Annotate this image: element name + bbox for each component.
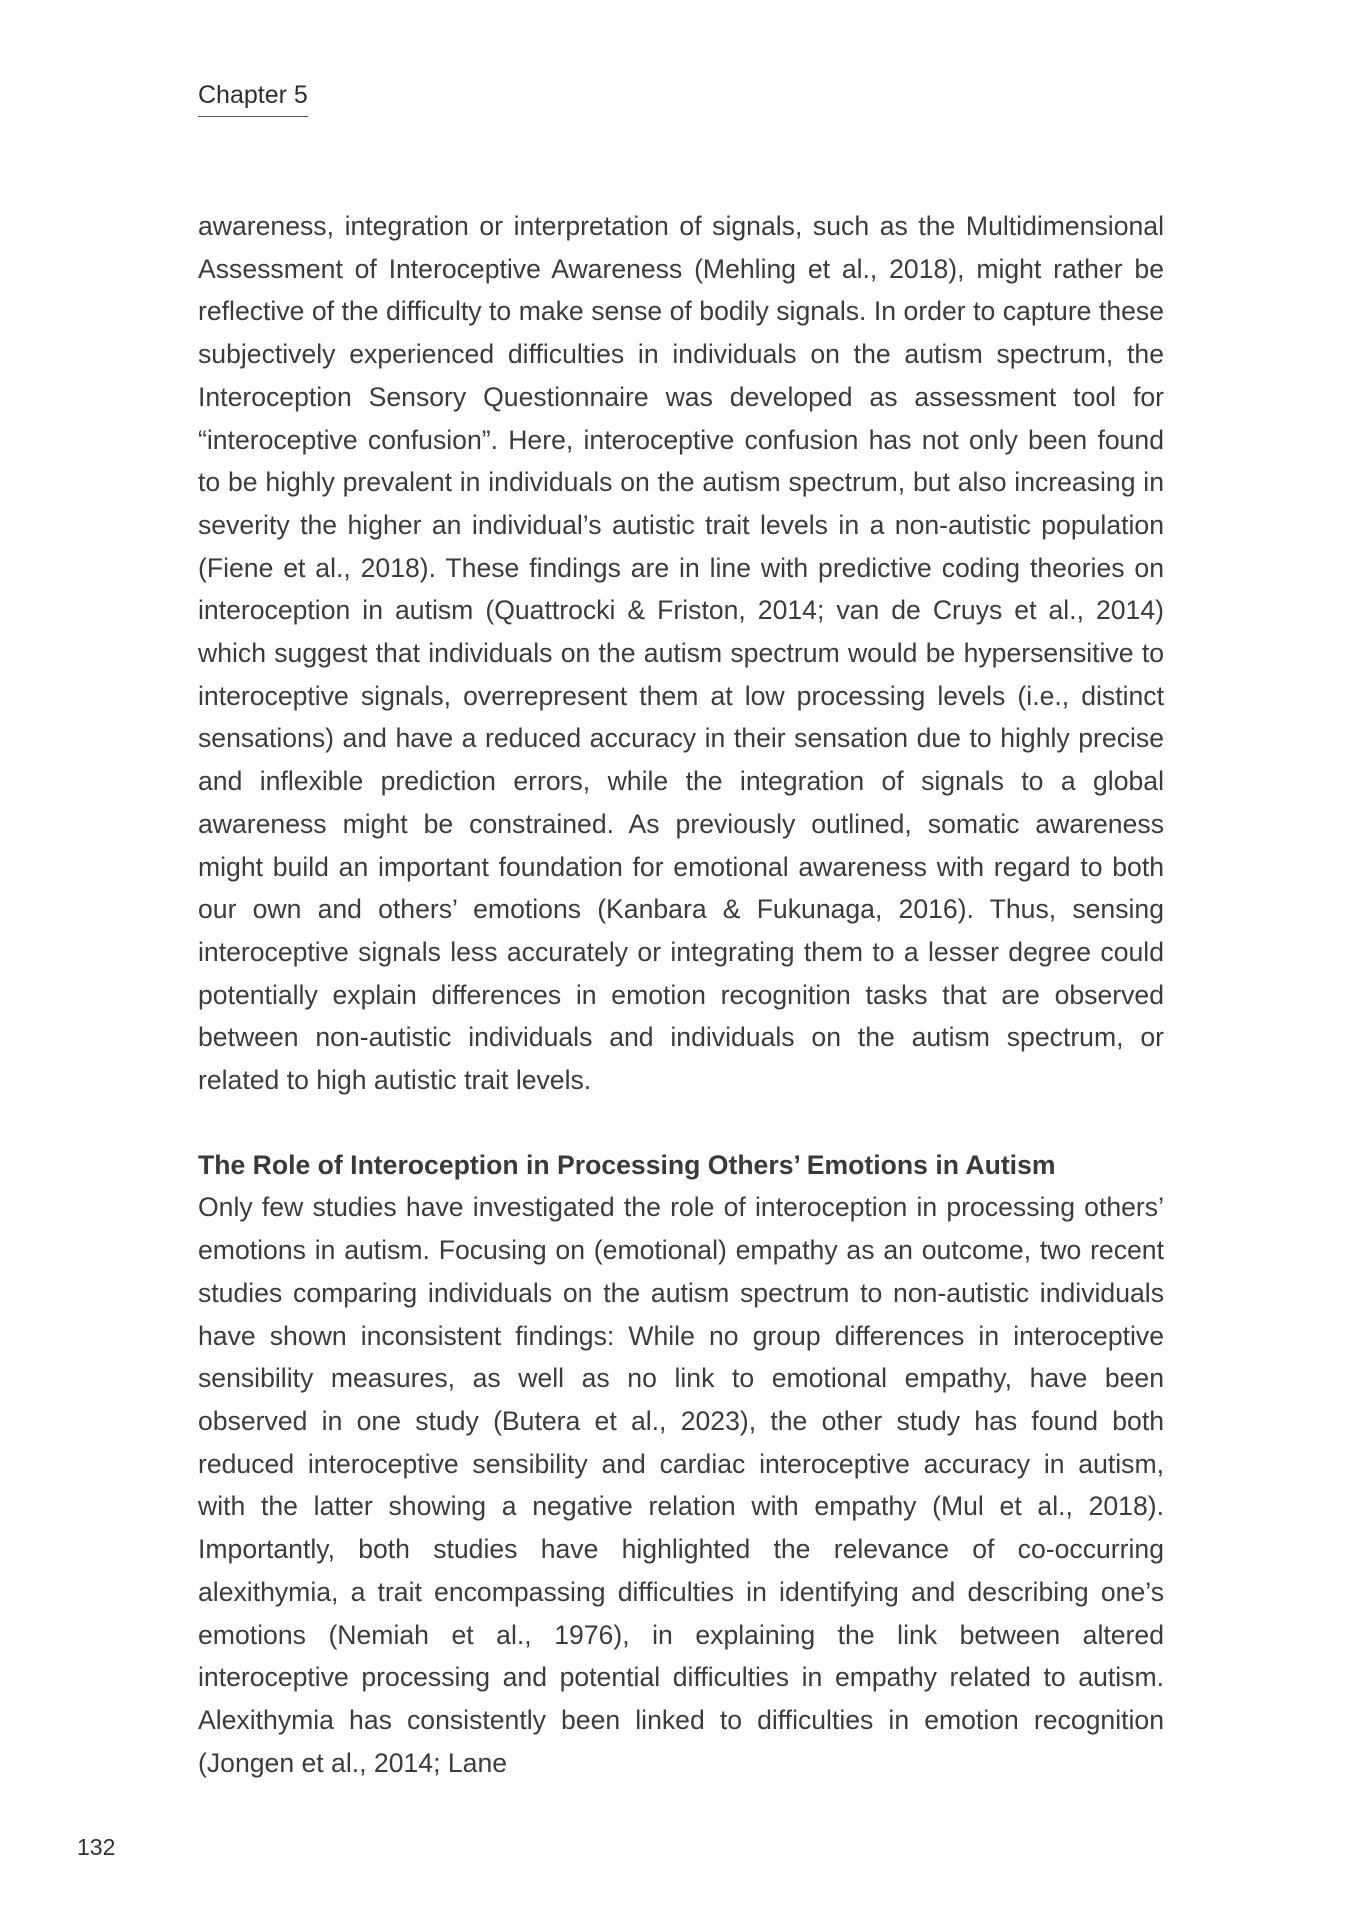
paragraph-gap (198, 1102, 1164, 1144)
section-heading: The Role of Interoception in Processing Others’ Emotions in Autism (198, 1149, 1056, 1180)
page-number: 132 (77, 1834, 116, 1860)
body-text (198, 205, 1164, 1784)
running-head: Chapter 5 (198, 80, 308, 117)
paragraph-processing-others-emotions: Only few studies have investigated the role of interoception in processing others’ emotions in autism. Focusing on (emotional) empathy as an outcome, two recent studies comparing individuals on the autism spectrum to non-autistic individuals have shown inconsistent findings: While no group differences in interoceptive sensibility measures, as well as no link to emotional empathy, have been observed in one study (Butera et al., 2023), the other study has found both reduced interoceptive sensibility and cardiac interoceptive accuracy in autism, with the latter showing a negative relation with empathy (Mul et al., 2018). Importantly, both studies have highlighted the relevance of co-occurring alexithymia, a trait encompassing difficulties in identifying and describing one’s emotions (Nemiah et al., 1976), in explaining the link between altered interoceptive processing and potential difficulties in empathy related to autism. Alexithymia has consistently been linked to difficulties in emotion recognition (Jongen et al., 2014; Lane (198, 1192, 1164, 1778)
paragraph-interoceptive-confusion: awareness, integration or interpretation of signals, such as the Multidimensional Assessment of Interoceptive Awareness (Mehling et al., 2018), might rather be reflective of the difficulty to make sense of bodily signals. In order to capture these subjectively experienced difficulties in individuals on the autism spectrum, the Interoception Sensory Questionnaire was developed as assessment tool for “interoceptive confusion”. Here, interoceptive confusion has not only been found to be highly prevalent in individuals on the autism spectrum, but also increasing in severity the higher an individual’s autistic trait levels in a non-autistic population (Fiene et al., 2018). These findings are in line with predictive coding theories on interoception in autism (Quattrocki & Friston, 2014; van de Cruys et al., 2014) which suggest that individuals on the autism spectrum would be hypersensitive to interoceptive signals, overrepresent them at low processing levels (i.e., distinct sensations) and have a reduced accuracy in their sensation due to highly precise and inflexible prediction errors, while the integration of signals to a global awareness might be constrained. As previously outlined, somatic awareness might build an important foundation for emotional awareness with regard to both our own and others’ emotions (Kanbara & Fukunaga, 2016). Thus, sensing interoceptive signals less accurately or integrating them to a lesser degree could potentially explain differences in emotion recognition tasks that are observed between non-autistic individuals and individuals on the autism spectrum, or related to high autistic trait levels. (198, 211, 1164, 1096)
